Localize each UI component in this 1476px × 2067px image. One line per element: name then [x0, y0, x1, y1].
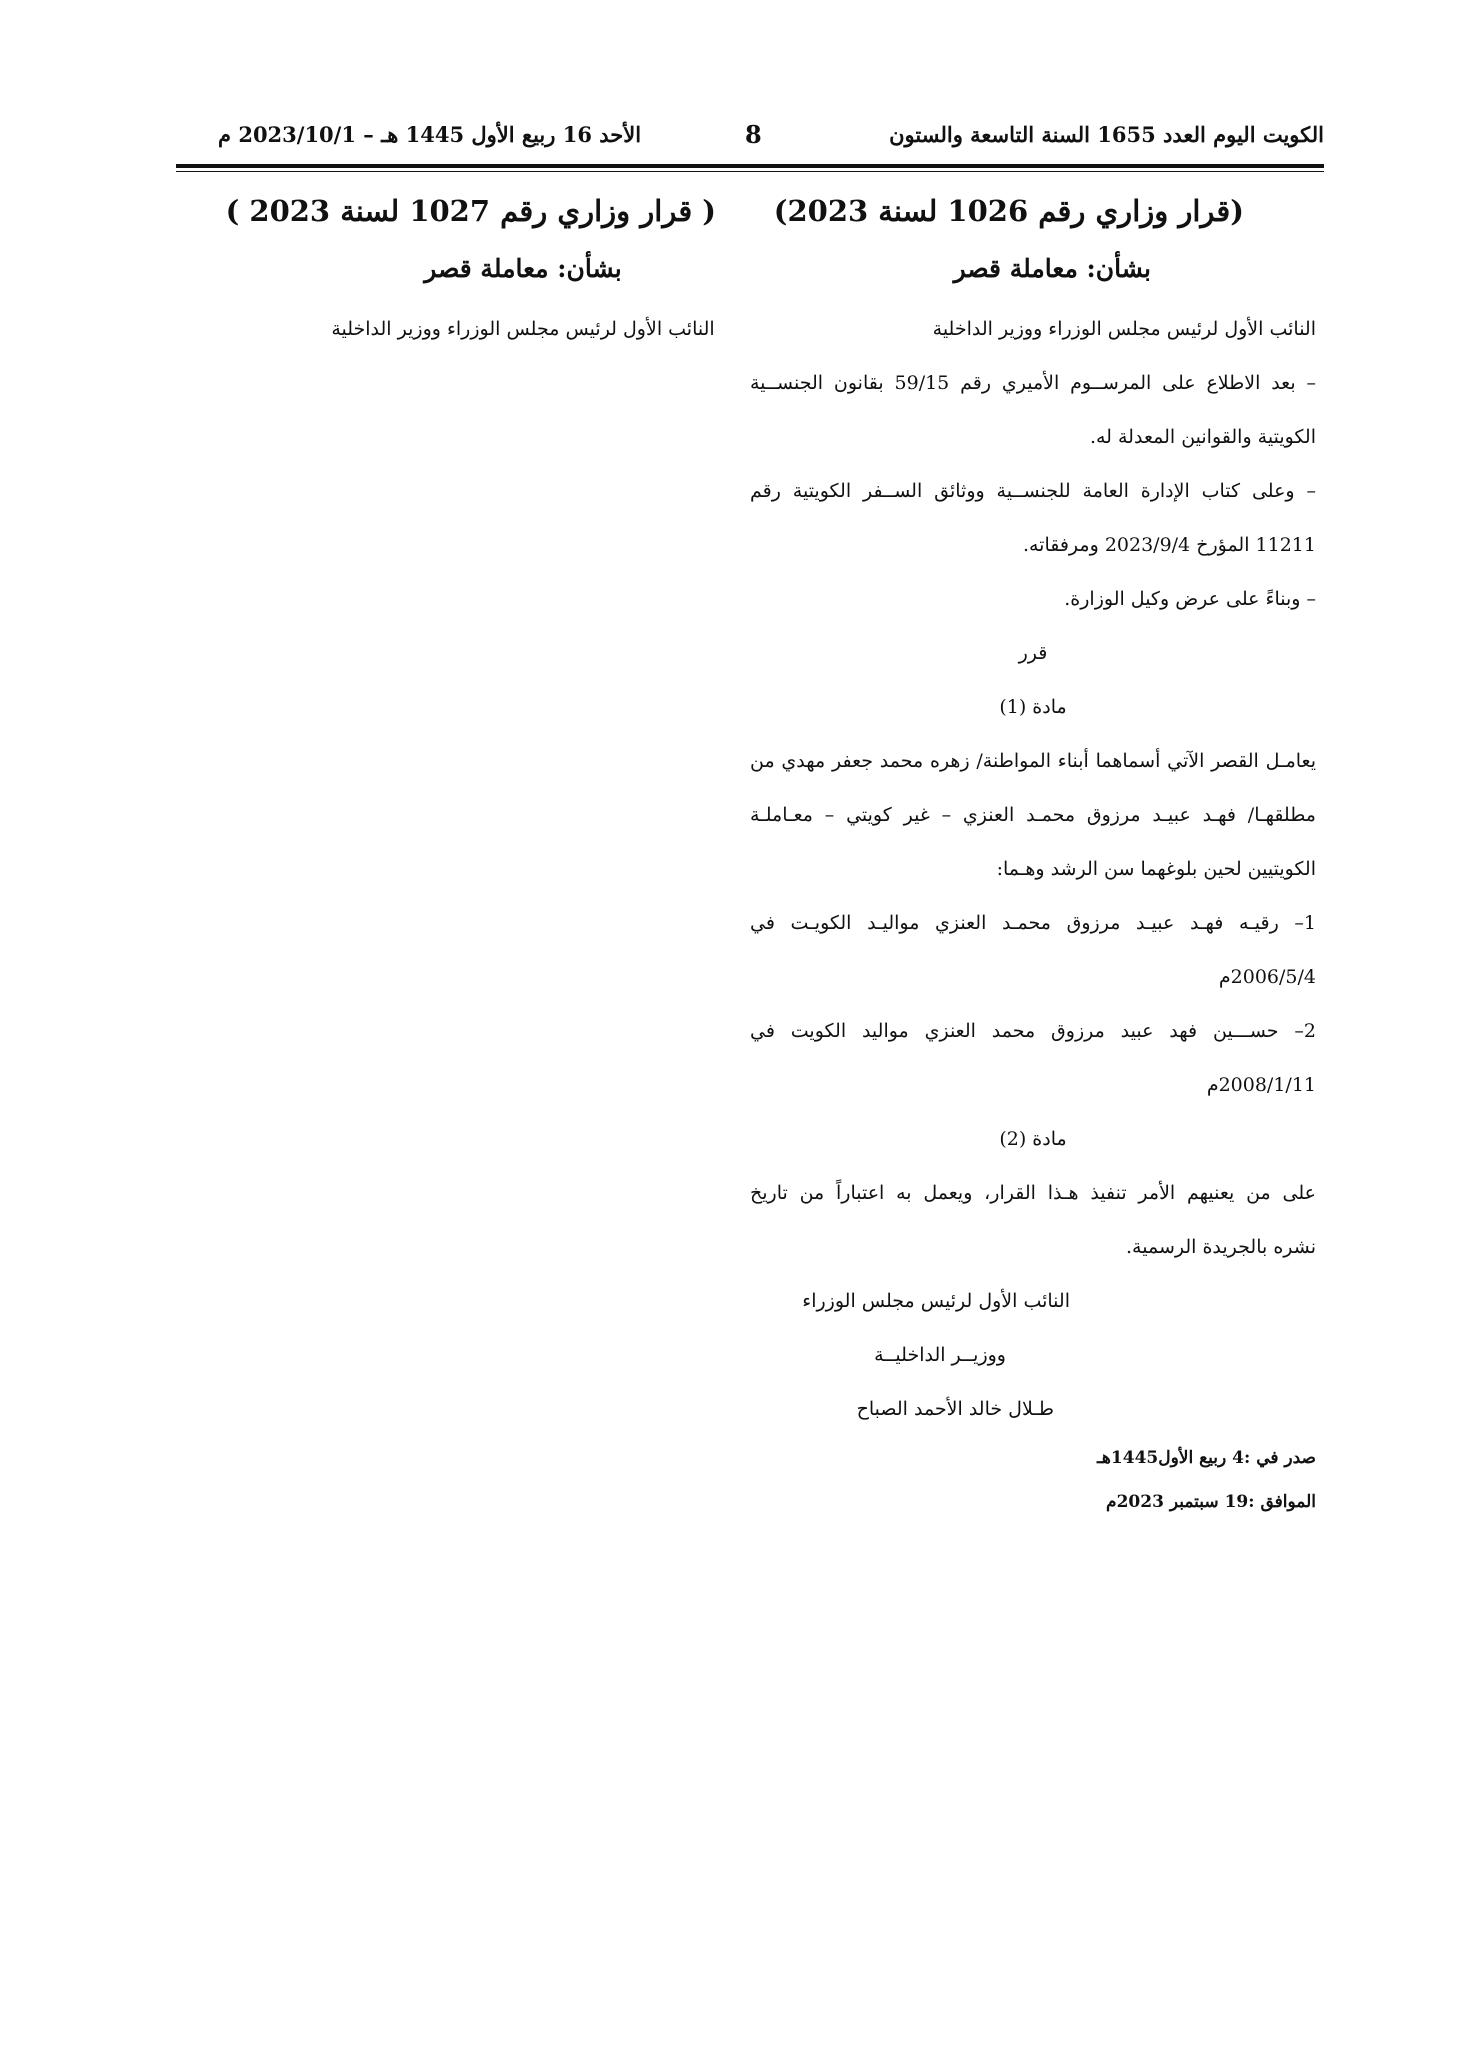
preamble-line: الكويتية والقوانين المعدلة له. — [1089, 426, 1316, 448]
article-1-line: 2– حســـين فهد عبيد مرزوق محمد العنزي مواليد الكويت في — [750, 1020, 1316, 1042]
decision-1027-column — [225, 186, 716, 356]
article-2-line: نشره بالجريدة الرسمية. — [1126, 1236, 1316, 1258]
article-1-line: 2006/5/4م — [1218, 966, 1316, 988]
signature-name: طـلال خالد الأحمد الصباح — [856, 1398, 1054, 1420]
preamble-line: – وعلى كتاب الإدارة العامة للجنســية ووثائق الســفر الكويتية رقم — [750, 480, 1316, 502]
decision-subject: بشأن: معاملة قصر — [424, 254, 622, 283]
article-1-line: 2008/1/11م — [1206, 1074, 1316, 1096]
header-rule-thin — [176, 171, 1324, 172]
preamble-line: – بعد الاطلاع على المرســوم الأميري رقم 59/15 بقانون الجنســية — [750, 372, 1316, 394]
article-1-line: يعامـل القصر الآتي أسماهما أبناء المواطنة/ زهره محمد جعفر مهدي من — [750, 750, 1316, 772]
issuer-line: النائب الأول لرئيس مجلس الوزراء ووزير الداخلية — [331, 318, 715, 340]
signature-title: النائب الأول لرئيس مجلس الوزراء — [802, 1290, 1070, 1312]
issued-date: صدر في :4 ربيع الأول1445هـ — [1096, 1448, 1316, 1468]
preamble-line: 11211 المؤرخ 2023/9/4 ومرفقاته. — [1022, 534, 1316, 556]
article-1-line: الكويتيين لحين بلوغهما سن الرشد وهـما: — [996, 858, 1316, 880]
article-1-heading: مادة (1) — [999, 696, 1067, 718]
page-number: 8 — [745, 120, 762, 149]
decision-title: (قرار وزاري رقم 1026 لسنة 2023) — [773, 194, 1244, 228]
article-1-line: مطلقهـا/ فهـد عبيـد مرزوق محمـد العنزي – غير كويتي – معـاملـة — [750, 804, 1316, 826]
corresponding-date: الموافق :19 سبتمبر 2023م — [1106, 1492, 1316, 1512]
issuer-line: النائب الأول لرئيس مجلس الوزراء ووزير الداخلية — [932, 318, 1316, 340]
signature-ministry: ووزيــر الداخليــة — [874, 1344, 1006, 1366]
header-issue-info: الكويت اليوم العدد 1655 السنة التاسعة والستون — [889, 122, 1324, 147]
article-2-line: على من يعنيهم الأمر تنفيذ هـذا القرار، ويعمل به اعتباراً من تاريخ — [750, 1182, 1316, 1204]
preamble-line: – وبناءً على عرض وكيل الوزارة. — [1064, 588, 1316, 610]
header-date: الأحد 16 ربيع الأول 1445 هـ – 2023/10/1 م — [218, 122, 642, 147]
article-2-heading: مادة (2) — [999, 1128, 1067, 1150]
decision-title: ( قرار وزاري رقم 1027 لسنة 2023 ) — [225, 194, 716, 228]
article-1-line: 1– رقيـه فهـد عبيـد مرزوق محمـد العنزي مواليـد الكويـت في — [750, 912, 1316, 934]
header-rule-thick — [176, 164, 1324, 168]
decision-1026-column — [750, 186, 1316, 1524]
decided-heading: قرر — [1018, 642, 1048, 664]
decision-subject: بشأن: معاملة قصر — [953, 254, 1151, 283]
